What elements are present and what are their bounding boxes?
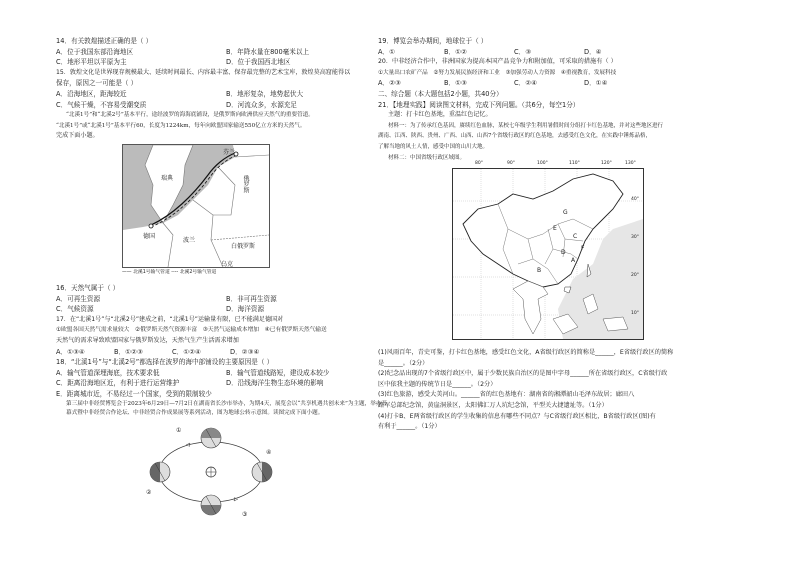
q18-options-row1 (56, 368, 378, 379)
q18-option-a: A．输气管道深埋海底，技术要求低 (56, 368, 160, 377)
q18-option-c: C．距离沿海地区近，有利于进行运营维护 (56, 379, 180, 388)
orbit-position-4: ④ (266, 449, 272, 456)
q15-options-row2 (56, 100, 378, 111)
map-label-belarus: 白俄罗斯 (231, 243, 256, 250)
q21-part2: (2)纪念品出现的7个省级行政区中，属于少数民族自治区的是图中字母______所在省级行政区，C省级行政 (378, 370, 668, 378)
q21-part1: (1)风雨百年，青史可鉴，打卡红色基地，感受红色文化，A省级行政区的简称是______，E省级行政区的简称 (378, 349, 674, 356)
q14-options-row2 (56, 57, 378, 68)
q21-part4b: 有利于______。（1分） (378, 423, 441, 431)
q20-line1: ①大量出口农矿产品 ②努力发展民族经济和工业 ③加强劳动人力资源 ④重视教育，发展科技 (378, 69, 617, 76)
lon-90: 90° (507, 161, 515, 166)
q19-option-d: D．④ (584, 47, 602, 56)
lon-130: 130° (625, 161, 636, 166)
q18-options-row2 (56, 378, 378, 389)
q17-line2: ①欧盟各国天然气需求量较大 ②俄罗斯天然气资源丰富 ③天然气运输成本增加 ④已有俄罗斯天然气输送 (56, 327, 327, 334)
q21-material-1a: 材料一：为了传承红色基因，赓续红色血脉，某校七年级学生利用暑假时间分组打卡红色基地，并对这些地区进行 (388, 122, 664, 129)
q15-option-b: B．地形复杂，地势起伏大 (226, 89, 304, 98)
q19-option-c: C．③ (514, 47, 532, 56)
lon-100: 100° (537, 161, 548, 166)
earth-orbit-diagram (146, 425, 276, 520)
passage-nordstream-2: “北溪1号”或“北溪1号”基本平行60，长度为1224km，每年向欧盟国家输送550亿立方米的天然气。 (56, 122, 306, 129)
q15-option-c: C．气候干燥，不容易受潮变质 (56, 100, 147, 109)
q17-option-b: B．①②③ (114, 347, 143, 356)
q20-option-a: A．②③ (378, 79, 401, 88)
china-map-svg (453, 169, 643, 339)
q17-option-d: D．②③④ (230, 347, 260, 356)
left-column-lower (56, 283, 387, 418)
q16-options-row2 (56, 304, 378, 315)
q16-options-row1 (56, 294, 378, 305)
q17-options (56, 347, 378, 358)
q19-option-a: A．① (378, 47, 396, 56)
orbit-position-1: ① (176, 427, 182, 434)
left-column (56, 36, 378, 142)
china-province-map (452, 161, 644, 340)
q14-option-c: C．地形平坦以平原为主 (56, 58, 127, 67)
lat-30: 30° (631, 235, 639, 240)
map-letter-g: G (563, 209, 568, 216)
q21-part3: (3)红色旅游，感受大美河山。______省的红色基地有：湖南省的湘潭韶山毛泽东故居；廊田八 (378, 391, 635, 399)
q18-stem: 18．“北溪1号”与“北溪2号”都选择在波罗的海中部铺设的主要原因是（ ） (56, 358, 274, 367)
q20-option-d: D．①④ (584, 79, 608, 88)
q19-stem: 19．博览会举办期间，地球位于（ ） (378, 37, 488, 45)
q19-option-b: B．①② (444, 47, 467, 56)
lon-80: 80° (475, 161, 483, 166)
q21-part2b: 区中依我主题的传统节日是______。（2分） (378, 380, 497, 388)
q14-option-a: A．位于我国东部沿海地区 (56, 47, 134, 56)
lat-20: 20° (631, 273, 639, 278)
q17-stem: 17．在“北溪1号”与“北溪2号”建成之前，“北溪1号”运输量有限，已不能满足德国对 (56, 315, 284, 323)
map-label-ukraine: 乌克 (221, 261, 234, 268)
q14-stem: 14．有关敦煌描述正确的是（ ） (56, 37, 153, 45)
right-column-questions (378, 348, 678, 433)
q19-options (378, 47, 678, 58)
map-label-germany: 德国 (143, 233, 156, 240)
passage-nordstream-3: 完成下面小题。 (56, 132, 99, 140)
earth-orbit-svg (146, 425, 276, 520)
q17-option-a: A．①③④ (56, 347, 85, 356)
q20-options (378, 78, 678, 89)
q21-theme: 主题：打卡红色基地，重温红色记忆。 (388, 111, 492, 119)
q20-stem: 20．中非经济合作中，非洲国家为提高本国产品竞争力和附加值，可采取的措施有（ ） (378, 58, 617, 66)
orbit-position-2: ② (146, 489, 152, 496)
map-label-finland: 芬兰 (223, 149, 236, 156)
q17-line3: 天然气的需求导致欧盟国家与俄罗斯发达，天然气生产生活需求增加 (56, 336, 239, 344)
lon-120: 120° (601, 161, 612, 166)
section-2-title: 二、综合题（本大题包括2小题，共40分） (378, 89, 503, 98)
q20-option-b: B．①③ (444, 79, 467, 88)
q16-option-c: C．气候资源 (56, 305, 94, 314)
lon-110: 110° (569, 161, 580, 166)
q16-option-a: A．可再生资源 (56, 294, 101, 303)
q14-option-b: B．年降水量在800毫米以上 (226, 47, 310, 56)
passage-nordstream-1: “北溪1号”和“北溪2号”基本平行，途经波罗的海海底铺设，是俄罗斯向欧洲供应天然气的重要管道。 (66, 112, 314, 119)
q17-option-c: C．①②④ (172, 347, 201, 356)
q18-option-b: B．输气管道线路短，建设成本较少 (226, 368, 330, 377)
orbit-position-3: ③ (242, 511, 248, 518)
q21-material-1b: 湖南、江西、陕西、贵州、广西、山西、山西7个省级行政区的红色基地，去感受红色文化，在实践中锤炼品格， (378, 133, 652, 140)
q15-stem-1: 15．敦煌文化是世界现存规模最大、延续时间最长、内容最丰富、保存最完整的艺术宝库，敦煌莫高窟能得以 (56, 68, 351, 76)
q15-option-d: D．河流众多，水源充足 (226, 100, 298, 109)
q14-options-row1 (56, 47, 378, 58)
q15-option-a: A．沿海地区，距海较近 (56, 89, 127, 98)
lat-10: 10° (631, 311, 639, 316)
q14-option-d: D．位于我国西北地区 (226, 58, 291, 67)
q16-stem: 16．天然气属于（ ） (56, 284, 120, 292)
q21-material-1c: 了解当地的风土人情，感受中国的山川大地。 (378, 143, 489, 150)
q15-stem-2: 保存，原因之一可能是（ ） (56, 79, 138, 88)
map-letter-c: C (573, 233, 578, 240)
q21-part4: (4)打卡B、E两省级行政区的学生收集的信息有哪些不同点？与C省级行政区相比，B省级行政区(图)有 (378, 412, 656, 420)
lat-40: 40° (631, 197, 639, 202)
map-letter-b: B (537, 267, 542, 274)
map-letter-d: D (561, 249, 566, 256)
map-letter-f: F (581, 245, 585, 252)
q21-part3b: 路军总部纪念馆，黄崖洞景区，太阳佛汇万人坑纪念馆，平型关大捷遗址等。（1分） (378, 401, 608, 409)
q16-option-d: D．海洋资源 (226, 305, 265, 314)
q21-stem: 21．【地理实践】阅读图文材料，完成下列问题。（共6分，每空1分） (378, 100, 580, 109)
q18-option-e: E．距离城市近，不易经过一个国家，受到的限制较少 (56, 389, 212, 398)
map-label-russia: 俄罗斯 (242, 175, 249, 193)
q15-options-row1 (56, 89, 378, 100)
q16-option-b: B．非可再生资源 (226, 294, 277, 303)
q21-material-2: 材料二：中国省级行政区域图。 (388, 154, 466, 161)
right-column (378, 36, 678, 163)
nordstream-map (122, 144, 270, 268)
map-letter-e: E (553, 225, 557, 232)
q20-option-c: C．②④ (514, 79, 538, 88)
passage-expo: 第三届中非经贸博览会于2023年6月29日—7月2日在湖南省长沙市举办，为期4天，展览会以“共享机遇共创未来”为主题，举办开幕式暨中非经贸合作论坛、中非经贸合作成果展等系列活动，图为地球公转示意图。读图完成下面小题。 (66, 400, 387, 416)
q18-option-d: D．沿线海洋生物生态环境的影响 (226, 379, 324, 388)
map-label-sweden: 瑞典 (161, 175, 174, 182)
map-label-poland: 波兰 (183, 237, 196, 244)
q21-part1b: 是______。（2分） (378, 359, 429, 367)
map-letter-a: A (571, 257, 576, 264)
nordstream-map-legend: —— 北溪1号输气管道 ---- 北溪2号输气管道 (122, 270, 217, 275)
